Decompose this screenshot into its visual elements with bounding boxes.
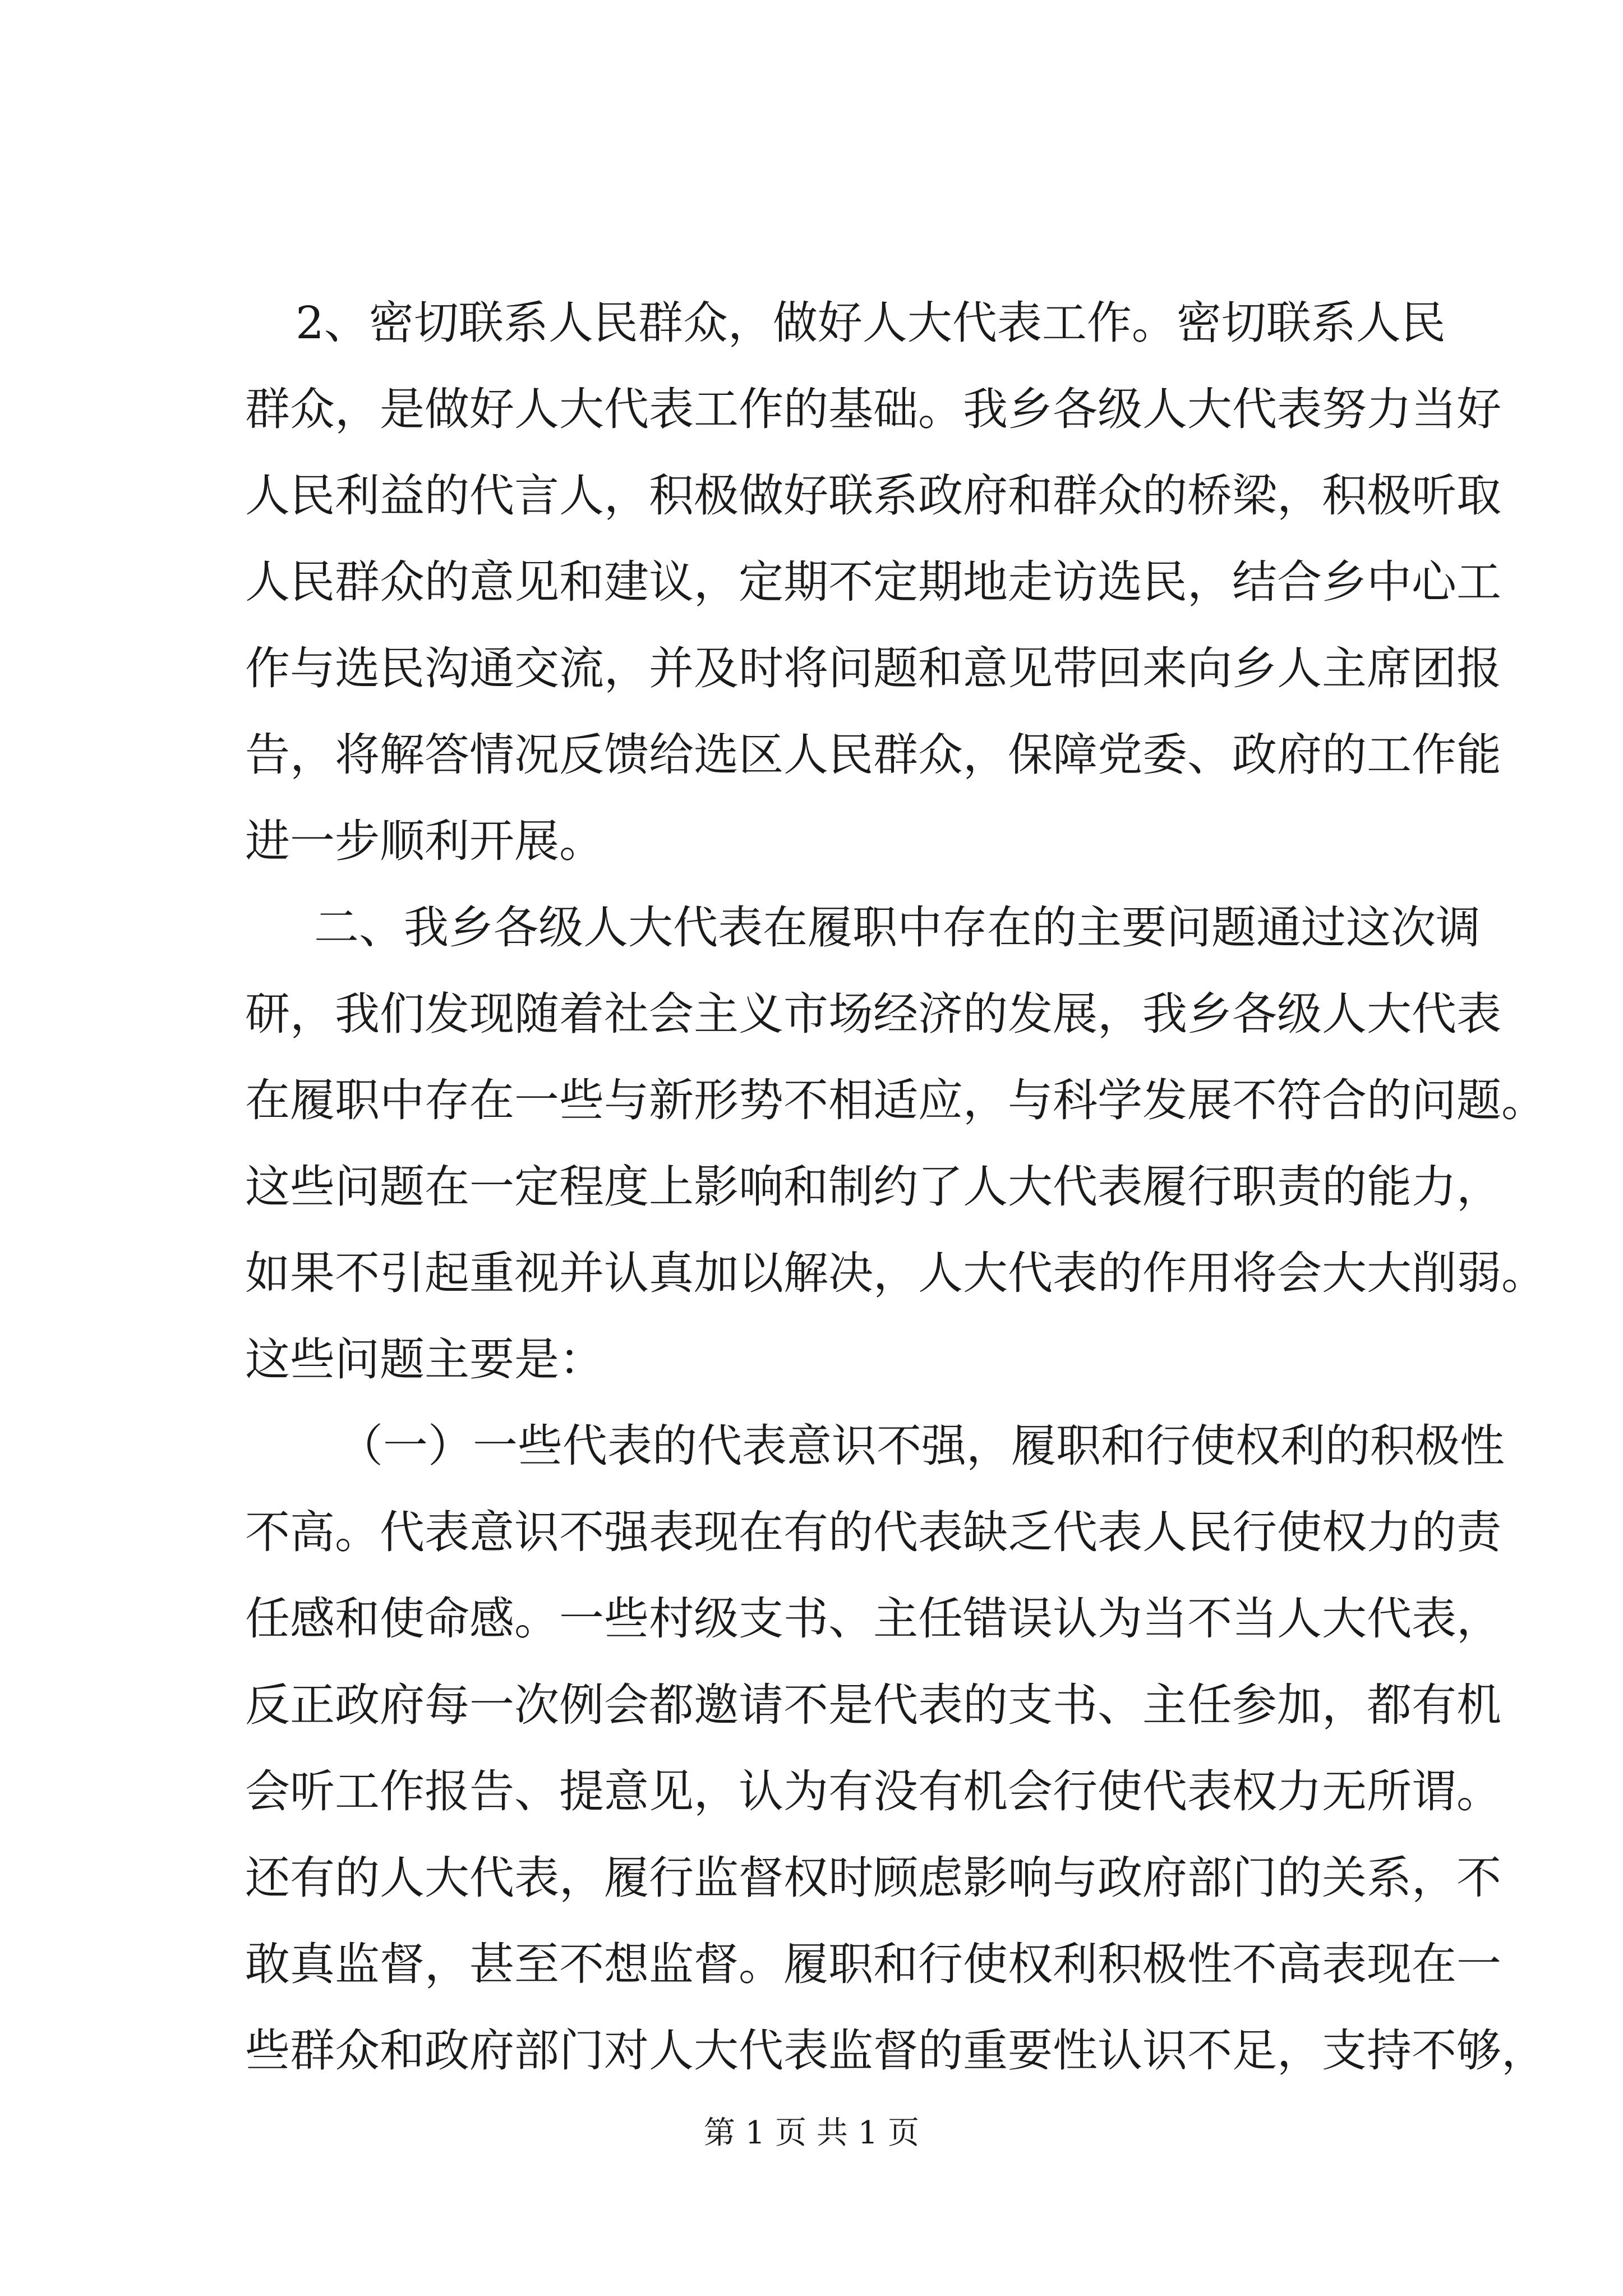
paragraph-2-line-3: 在履职中存在一些与新形势不相适应，与科学发展不符合的问题。 — [245, 1074, 1546, 1126]
paragraph-1-line-7: 进一步顺利开展。 — [245, 815, 604, 867]
paragraph-2-line-2: 研，我们发现随着社会主义市场经济的发展，我乡各级人大代表 — [245, 988, 1501, 1040]
paragraph-3-line-3: 任感和使命感。一些村级支书、主任错误认为当不当人大代表， — [245, 1593, 1501, 1645]
paragraph-3-line-7: 敢真监督，甚至不想监督。履职和行使权利积极性不高表现在一 — [245, 1938, 1501, 1990]
paragraph-3-line-2: 不高。代表意识不强表现在有的代表缺乏代表人民行使权力的责 — [245, 1506, 1501, 1558]
page-number-footer: 第 1 页 共 1 页 — [703, 2115, 920, 2151]
paragraph-3-line-4: 反正政府每一次例会都邀请不是代表的支书、主任参加，都有机 — [245, 1679, 1501, 1731]
paragraph-3-line-6: 还有的人大代表，履行监督权时顾虑影响与政府部门的关系，不 — [245, 1852, 1501, 1904]
paragraph-2-line-4: 这些问题在一定程度上影响和制约了人大代表履行职责的能力， — [245, 1161, 1501, 1213]
paragraph-2-line-1: 二、我乡各级人大代表在履职中存在的主要问题通过这次调 — [314, 901, 1481, 954]
paragraph-3-line-1: （一）一些代表的代表意识不强，履职和行使权利的积极性 — [338, 1420, 1505, 1472]
paragraph-1-line-5: 作与选民沟通交流，并及时将问题和意见带回来向乡人主席团报 — [245, 642, 1501, 694]
paragraph-1-line-4: 人民群众的意见和建议，定期不定期地走访选民，结合乡中心工 — [245, 556, 1501, 608]
paragraph-2-line-6: 这些问题主要是： — [245, 1333, 604, 1386]
paragraph-1-line-2: 群众，是做好人大代表工作的基础。我乡各级人大代表努力当好 — [245, 383, 1501, 435]
paragraph-3-line-5: 会听工作报告、提意见，认为有没有机会行使代表权力无所谓。 — [245, 1765, 1501, 1818]
paragraph-3-line-8: 些群众和政府部门对人大代表监督的重要性认识不足，支持不够， — [245, 2024, 1546, 2077]
paragraph-1-line-1: 2、密切联系人民群众，做好人大代表工作。密切联系人民 — [296, 297, 1446, 349]
paragraph-2-line-5: 如果不引起重视并认真加以解决，人大代表的作用将会大大削弱。 — [245, 1247, 1546, 1299]
paragraph-1-line-6: 告，将解答情况反馈给选区人民群众，保障党委、政府的工作能 — [245, 729, 1501, 781]
paragraph-1-line-3: 人民利益的代言人，积极做好联系政府和群众的桥梁，积极听取 — [245, 470, 1501, 522]
